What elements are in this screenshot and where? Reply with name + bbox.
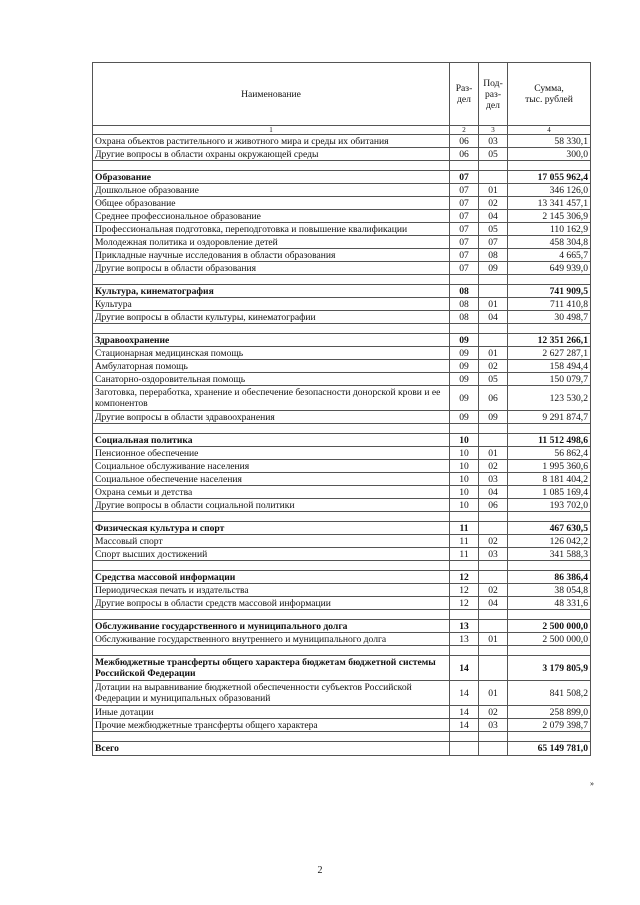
- empty-cell: [450, 512, 479, 522]
- cell-razdel: 07: [450, 171, 479, 184]
- cell-summa: 467 630,5: [508, 522, 591, 535]
- cell-razdel: 13: [450, 620, 479, 633]
- cell-name: Прикладные научные исследования в области образования: [93, 249, 450, 262]
- cell-name: Межбюджетные трансферты общего характера бюджетам бюджетной системы Российской Федерации: [93, 656, 450, 681]
- header-podrazdel: Под- раз- дел: [479, 63, 508, 126]
- empty-cell: [508, 646, 591, 656]
- cell-name: Обслуживание государственного и муниципального долга: [93, 620, 450, 633]
- spacer-row: [93, 324, 591, 334]
- cell-razdel: 07: [450, 184, 479, 197]
- cell-summa: 158 494,4: [508, 360, 591, 373]
- cell-razdel: 14: [450, 681, 479, 706]
- cell-razdel: 07: [450, 236, 479, 249]
- cell-razdel: 11: [450, 535, 479, 548]
- table-row: [93, 184, 591, 197]
- budget-table: [92, 62, 591, 756]
- cell-summa: 2 145 306,9: [508, 210, 591, 223]
- table-row: [93, 223, 591, 236]
- cell-podrazdel: 04: [479, 210, 508, 223]
- empty-cell: [93, 732, 450, 742]
- cell-podrazdel: [479, 571, 508, 584]
- empty-cell: [479, 732, 508, 742]
- cell-podrazdel: 08: [479, 249, 508, 262]
- empty-cell: [479, 161, 508, 171]
- spacer-row: [93, 512, 591, 522]
- cell-podrazdel: 05: [479, 223, 508, 236]
- cell-summa: 2 500 000,0: [508, 620, 591, 633]
- table-header: [93, 63, 591, 135]
- table-row: [93, 311, 591, 324]
- total-row: [93, 742, 591, 756]
- empty-cell: [479, 324, 508, 334]
- cell-name: Другие вопросы в области здравоохранения: [93, 411, 450, 424]
- cell-razdel: 14: [450, 706, 479, 719]
- empty-cell: [93, 161, 450, 171]
- cell-podrazdel: 03: [479, 719, 508, 732]
- cell-podrazdel: [479, 171, 508, 184]
- spacer-row: [93, 275, 591, 285]
- empty-cell: [93, 512, 450, 522]
- table-row: [93, 373, 591, 386]
- cell-name: Молодежная политика и оздоровление детей: [93, 236, 450, 249]
- table-row: [93, 210, 591, 223]
- cell-summa: 65 149 781,0: [508, 742, 591, 756]
- cell-podrazdel: 05: [479, 373, 508, 386]
- section-row: [93, 171, 591, 184]
- empty-cell: [479, 646, 508, 656]
- page-number: 2: [317, 865, 323, 876]
- cell-razdel: 14: [450, 656, 479, 681]
- cell-name: Здравоохранение: [93, 334, 450, 347]
- cell-razdel: 09: [450, 360, 479, 373]
- table-body: [93, 135, 591, 756]
- table-row: [93, 249, 591, 262]
- cell-razdel: 08: [450, 285, 479, 298]
- column-number: 3: [479, 126, 508, 135]
- cell-summa: 9 291 874,7: [508, 411, 591, 424]
- cell-summa: 11 512 498,6: [508, 434, 591, 447]
- empty-cell: [450, 275, 479, 285]
- column-number: 1: [93, 126, 450, 135]
- table-row: [93, 236, 591, 249]
- cell-summa: 4 665,7: [508, 249, 591, 262]
- empty-cell: [508, 324, 591, 334]
- table-row: [93, 486, 591, 499]
- cell-name: Другие вопросы в области образования: [93, 262, 450, 275]
- table-row: [93, 262, 591, 275]
- cell-podrazdel: 01: [479, 681, 508, 706]
- empty-cell: [450, 161, 479, 171]
- table-row: [93, 719, 591, 732]
- section-row: [93, 285, 591, 298]
- cell-summa: 1 995 360,6: [508, 460, 591, 473]
- cell-name: Профессиональная подготовка, переподготовка и повышение квалификации: [93, 223, 450, 236]
- empty-cell: [93, 561, 450, 571]
- table-row: [93, 347, 591, 360]
- empty-cell: [479, 275, 508, 285]
- cell-summa: 30 498,7: [508, 311, 591, 324]
- cell-summa: 8 181 404,2: [508, 473, 591, 486]
- table-row: [93, 197, 591, 210]
- spacer-row: [93, 732, 591, 742]
- cell-razdel: 06: [450, 148, 479, 161]
- cell-name: Пенсионное обеспечение: [93, 447, 450, 460]
- cell-podrazdel: 01: [479, 447, 508, 460]
- empty-cell: [508, 424, 591, 434]
- empty-cell: [450, 324, 479, 334]
- cell-name: Дошкольное образование: [93, 184, 450, 197]
- table-row: [93, 681, 591, 706]
- cell-razdel: 09: [450, 347, 479, 360]
- cell-podrazdel: 04: [479, 311, 508, 324]
- cell-podrazdel: [479, 742, 508, 756]
- cell-summa: 346 126,0: [508, 184, 591, 197]
- cell-podrazdel: 02: [479, 197, 508, 210]
- cell-summa: 3 179 805,9: [508, 656, 591, 681]
- cell-podrazdel: [479, 656, 508, 681]
- cell-name: Массовый спорт: [93, 535, 450, 548]
- cell-podrazdel: 01: [479, 633, 508, 646]
- cell-name: Прочие межбюджетные трансферты общего характера: [93, 719, 450, 732]
- cell-podrazdel: 04: [479, 486, 508, 499]
- table-row: [93, 460, 591, 473]
- cell-name: Образование: [93, 171, 450, 184]
- cell-summa: 2 627 287,1: [508, 347, 591, 360]
- empty-cell: [479, 610, 508, 620]
- cell-podrazdel: [479, 522, 508, 535]
- cell-summa: 458 304,8: [508, 236, 591, 249]
- cell-podrazdel: [479, 285, 508, 298]
- cell-podrazdel: 06: [479, 499, 508, 512]
- cell-name: Среднее профессиональное образование: [93, 210, 450, 223]
- section-row: [93, 571, 591, 584]
- cell-razdel: 11: [450, 548, 479, 561]
- cell-name: Всего: [93, 742, 450, 756]
- cell-name: Культура, кинематография: [93, 285, 450, 298]
- section-row: [93, 334, 591, 347]
- cell-summa: 110 162,9: [508, 223, 591, 236]
- cell-podrazdel: 03: [479, 135, 508, 148]
- cell-summa: 711 410,8: [508, 298, 591, 311]
- empty-cell: [450, 424, 479, 434]
- cell-podrazdel: 02: [479, 706, 508, 719]
- cell-razdel: 12: [450, 597, 479, 610]
- end-mark: »: [590, 779, 594, 788]
- cell-name: Охрана семьи и детства: [93, 486, 450, 499]
- cell-podrazdel: 03: [479, 548, 508, 561]
- cell-summa: 741 909,5: [508, 285, 591, 298]
- cell-summa: 126 042,2: [508, 535, 591, 548]
- empty-cell: [450, 646, 479, 656]
- table-row: [93, 135, 591, 148]
- cell-razdel: 07: [450, 210, 479, 223]
- table-row: [93, 633, 591, 646]
- empty-cell: [93, 610, 450, 620]
- empty-cell: [450, 610, 479, 620]
- cell-podrazdel: 02: [479, 584, 508, 597]
- cell-razdel: 10: [450, 447, 479, 460]
- cell-podrazdel: [479, 620, 508, 633]
- table-row: [93, 148, 591, 161]
- table-row: [93, 584, 591, 597]
- header-summa: Сумма, тыс. рублей: [508, 63, 591, 126]
- cell-razdel: 07: [450, 249, 479, 262]
- header-razdel: Раз- дел: [450, 63, 479, 126]
- cell-summa: 150 079,7: [508, 373, 591, 386]
- spacer-row: [93, 424, 591, 434]
- empty-cell: [508, 561, 591, 571]
- cell-summa: 258 899,0: [508, 706, 591, 719]
- empty-cell: [93, 275, 450, 285]
- cell-name: Заготовка, переработка, хранение и обеспечение безопасности донорской крови и ее компонентов: [93, 386, 450, 411]
- empty-cell: [479, 561, 508, 571]
- cell-summa: 58 330,1: [508, 135, 591, 148]
- cell-summa: 841 508,2: [508, 681, 591, 706]
- cell-name: Общее образование: [93, 197, 450, 210]
- cell-razdel: 08: [450, 311, 479, 324]
- spacer-row: [93, 610, 591, 620]
- empty-cell: [93, 646, 450, 656]
- cell-razdel: 10: [450, 486, 479, 499]
- cell-summa: 341 588,3: [508, 548, 591, 561]
- section-row: [93, 656, 591, 681]
- cell-name: Периодическая печать и издательства: [93, 584, 450, 597]
- empty-cell: [479, 424, 508, 434]
- empty-cell: [93, 424, 450, 434]
- spacer-row: [93, 561, 591, 571]
- cell-razdel: 09: [450, 386, 479, 411]
- cell-razdel: 10: [450, 434, 479, 447]
- table-row: [93, 386, 591, 411]
- cell-name: Охрана объектов растительного и животного мира и среды их обитания: [93, 135, 450, 148]
- cell-razdel: 08: [450, 298, 479, 311]
- cell-name: Дотации на выравнивание бюджетной обеспеченности субъектов Российской Федерации и муниципальных образований: [93, 681, 450, 706]
- cell-name: Средства массовой информации: [93, 571, 450, 584]
- cell-razdel: 10: [450, 473, 479, 486]
- cell-name: Иные дотации: [93, 706, 450, 719]
- empty-cell: [508, 610, 591, 620]
- cell-razdel: [450, 742, 479, 756]
- empty-cell: [450, 561, 479, 571]
- table-row: [93, 597, 591, 610]
- cell-razdel: 09: [450, 373, 479, 386]
- cell-summa: 13 341 457,1: [508, 197, 591, 210]
- cell-podrazdel: 02: [479, 535, 508, 548]
- cell-name: Обслуживание государственного внутреннего и муниципального долга: [93, 633, 450, 646]
- cell-podrazdel: 05: [479, 148, 508, 161]
- cell-razdel: 10: [450, 460, 479, 473]
- cell-summa: 86 386,4: [508, 571, 591, 584]
- cell-podrazdel: 01: [479, 347, 508, 360]
- cell-name: Амбулаторная помощь: [93, 360, 450, 373]
- table-row: [93, 447, 591, 460]
- table-row: [93, 548, 591, 561]
- section-row: [93, 522, 591, 535]
- cell-summa: 12 351 266,1: [508, 334, 591, 347]
- section-row: [93, 620, 591, 633]
- cell-summa: 48 331,6: [508, 597, 591, 610]
- cell-podrazdel: 04: [479, 597, 508, 610]
- cell-summa: 300,0: [508, 148, 591, 161]
- cell-razdel: 07: [450, 197, 479, 210]
- empty-cell: [508, 161, 591, 171]
- cell-name: Спорт высших достижений: [93, 548, 450, 561]
- empty-cell: [508, 732, 591, 742]
- cell-razdel: 12: [450, 571, 479, 584]
- cell-summa: 1 085 169,4: [508, 486, 591, 499]
- cell-podrazdel: 03: [479, 473, 508, 486]
- cell-name: Другие вопросы в области охраны окружающей среды: [93, 148, 450, 161]
- cell-name: Физическая культура и спорт: [93, 522, 450, 535]
- header-name: Наименование: [93, 63, 450, 126]
- cell-razdel: 14: [450, 719, 479, 732]
- empty-cell: [450, 732, 479, 742]
- cell-summa: 649 939,0: [508, 262, 591, 275]
- cell-summa: 123 530,2: [508, 386, 591, 411]
- cell-podrazdel: [479, 434, 508, 447]
- table-row: [93, 535, 591, 548]
- cell-podrazdel: 01: [479, 184, 508, 197]
- spacer-row: [93, 161, 591, 171]
- cell-razdel: 06: [450, 135, 479, 148]
- cell-name: Стационарная медицинская помощь: [93, 347, 450, 360]
- spacer-row: [93, 646, 591, 656]
- cell-name: Санаторно-оздоровительная помощь: [93, 373, 450, 386]
- cell-podrazdel: [479, 334, 508, 347]
- cell-razdel: 07: [450, 223, 479, 236]
- table-row: [93, 706, 591, 719]
- table-row: [93, 473, 591, 486]
- cell-podrazdel: 09: [479, 411, 508, 424]
- cell-razdel: 10: [450, 499, 479, 512]
- cell-summa: 17 055 962,4: [508, 171, 591, 184]
- empty-cell: [93, 324, 450, 334]
- cell-name: Другие вопросы в области социальной политики: [93, 499, 450, 512]
- cell-podrazdel: 02: [479, 360, 508, 373]
- cell-razdel: 07: [450, 262, 479, 275]
- cell-razdel: 13: [450, 633, 479, 646]
- cell-name: Культура: [93, 298, 450, 311]
- table-row: [93, 411, 591, 424]
- column-number: 2: [450, 126, 479, 135]
- cell-summa: 38 054,8: [508, 584, 591, 597]
- cell-podrazdel: 06: [479, 386, 508, 411]
- empty-cell: [508, 512, 591, 522]
- cell-podrazdel: 07: [479, 236, 508, 249]
- cell-podrazdel: 01: [479, 298, 508, 311]
- cell-name: Другие вопросы в области средств массовой информации: [93, 597, 450, 610]
- cell-name: Социальное обслуживание населения: [93, 460, 450, 473]
- cell-razdel: 11: [450, 522, 479, 535]
- cell-summa: 56 862,4: [508, 447, 591, 460]
- table-row: [93, 499, 591, 512]
- cell-name: Другие вопросы в области культуры, кинематографии: [93, 311, 450, 324]
- cell-podrazdel: 02: [479, 460, 508, 473]
- cell-razdel: 09: [450, 334, 479, 347]
- cell-summa: 193 702,0: [508, 499, 591, 512]
- cell-razdel: 12: [450, 584, 479, 597]
- cell-name: Социальное обеспечение населения: [93, 473, 450, 486]
- section-row: [93, 434, 591, 447]
- cell-name: Социальная политика: [93, 434, 450, 447]
- cell-podrazdel: 09: [479, 262, 508, 275]
- table-row: [93, 298, 591, 311]
- empty-cell: [508, 275, 591, 285]
- cell-summa: 2 079 398,7: [508, 719, 591, 732]
- cell-summa: 2 500 000,0: [508, 633, 591, 646]
- column-number: 4: [508, 126, 591, 135]
- table-row: [93, 360, 591, 373]
- empty-cell: [479, 512, 508, 522]
- cell-razdel: 09: [450, 411, 479, 424]
- column-numbers-row: [93, 126, 591, 135]
